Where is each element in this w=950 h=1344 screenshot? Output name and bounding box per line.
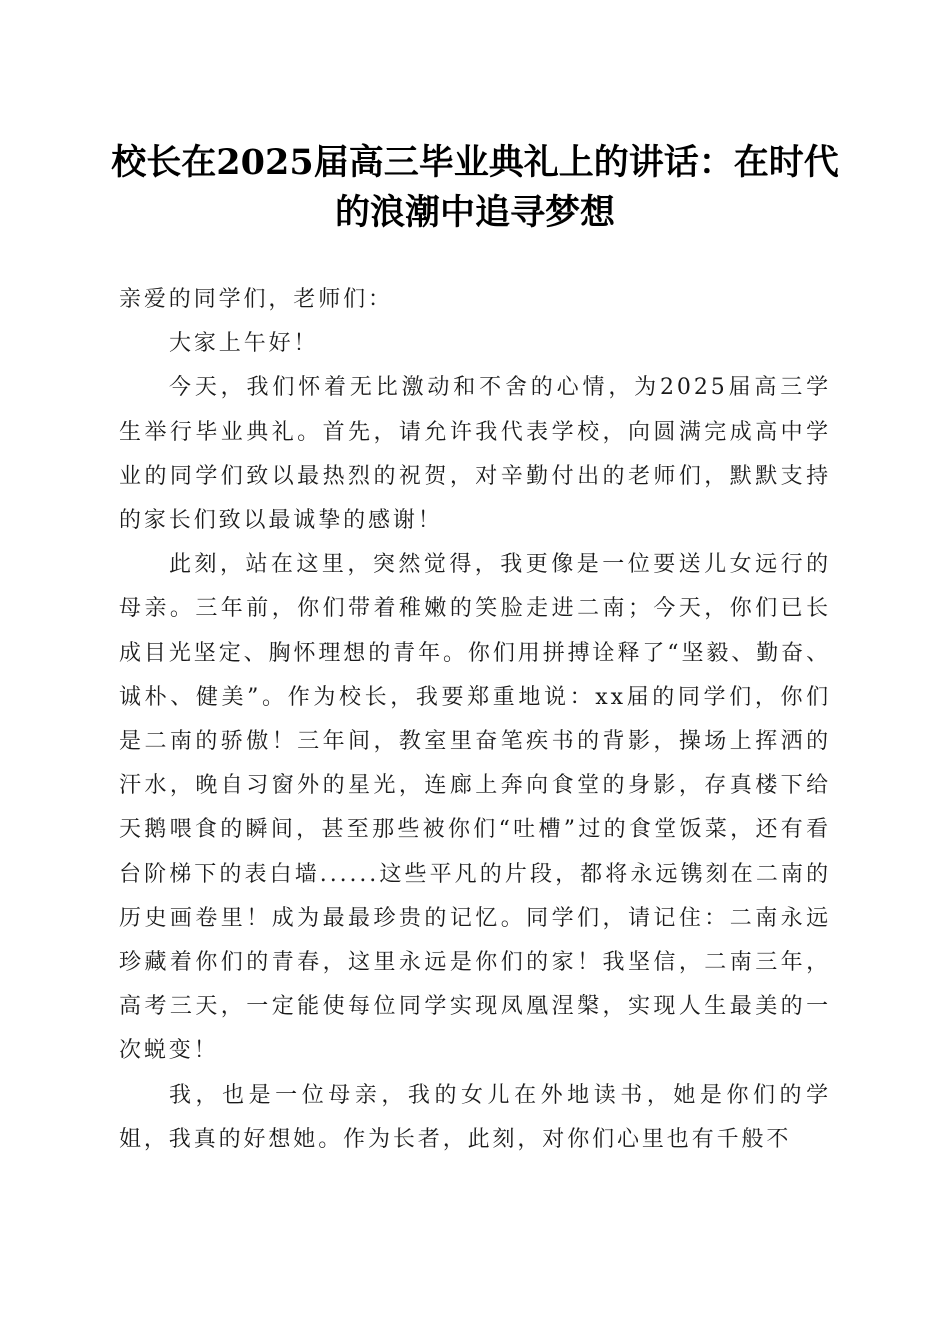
paragraph-memories: 此刻，站在这里，突然觉得，我更像是一位要送儿女远行的母亲。三年前，你们带着稚嫩的笑脸走进二南；今天，你们已长成目光坚定、胸怀理想的青年。你们用拼搏诠释了“坚毅、勤奋、诚朴、健美”。作为校长，我要郑重地说：xx届的同学们，你们是二南的骄傲！三年间，教室里奋笔疾书的背影，操场上挥洒的汗水，晚自习窗外的星光，连廊上奔向食堂的身影，存真楼下给天鹅喂食的瞬间，甚至那些被你们“吐槽”过的食堂饭菜，还有看台阶梯下的表白墙......这些平凡的片段，都将永远镌刻在二南的历史画卷里！成为最最珍贵的记忆。同学们，请记住：二南永远珍藏着你们的青春，这里永远是你们的家！我坚信，二南三年，高考三天，一定能使每位同学实现凤凰涅槃，实现人生最美的一次蜕变！ (119, 552, 831, 1064)
paragraph-greeting: 大家上午好！ (169, 331, 319, 357)
document-body (119, 278, 831, 1162)
paragraph-opening: 今天，我们怀着无比激动和不舍的心情，为2025届高三学生举行毕业典礼。首先，请允许我代表学校，向圆满完成高中学业的同学们致以最热烈的祝贺，对辛勤付出的老师们，默默支持的家长们致以最诚挚的感谢！ (119, 375, 831, 534)
paragraph-mother: 我，也是一位母亲，我的女儿在外地读书，她是你们的学姐，我真的好想她。作为长者，此刻，对你们心里也有千般不 (119, 1082, 831, 1152)
document-title: 校长在2025届高三毕业典礼上的讲话：在时代的浪潮中追寻梦想 (111, 142, 839, 233)
salutation: 亲爱的同学们，老师们： (119, 287, 393, 312)
